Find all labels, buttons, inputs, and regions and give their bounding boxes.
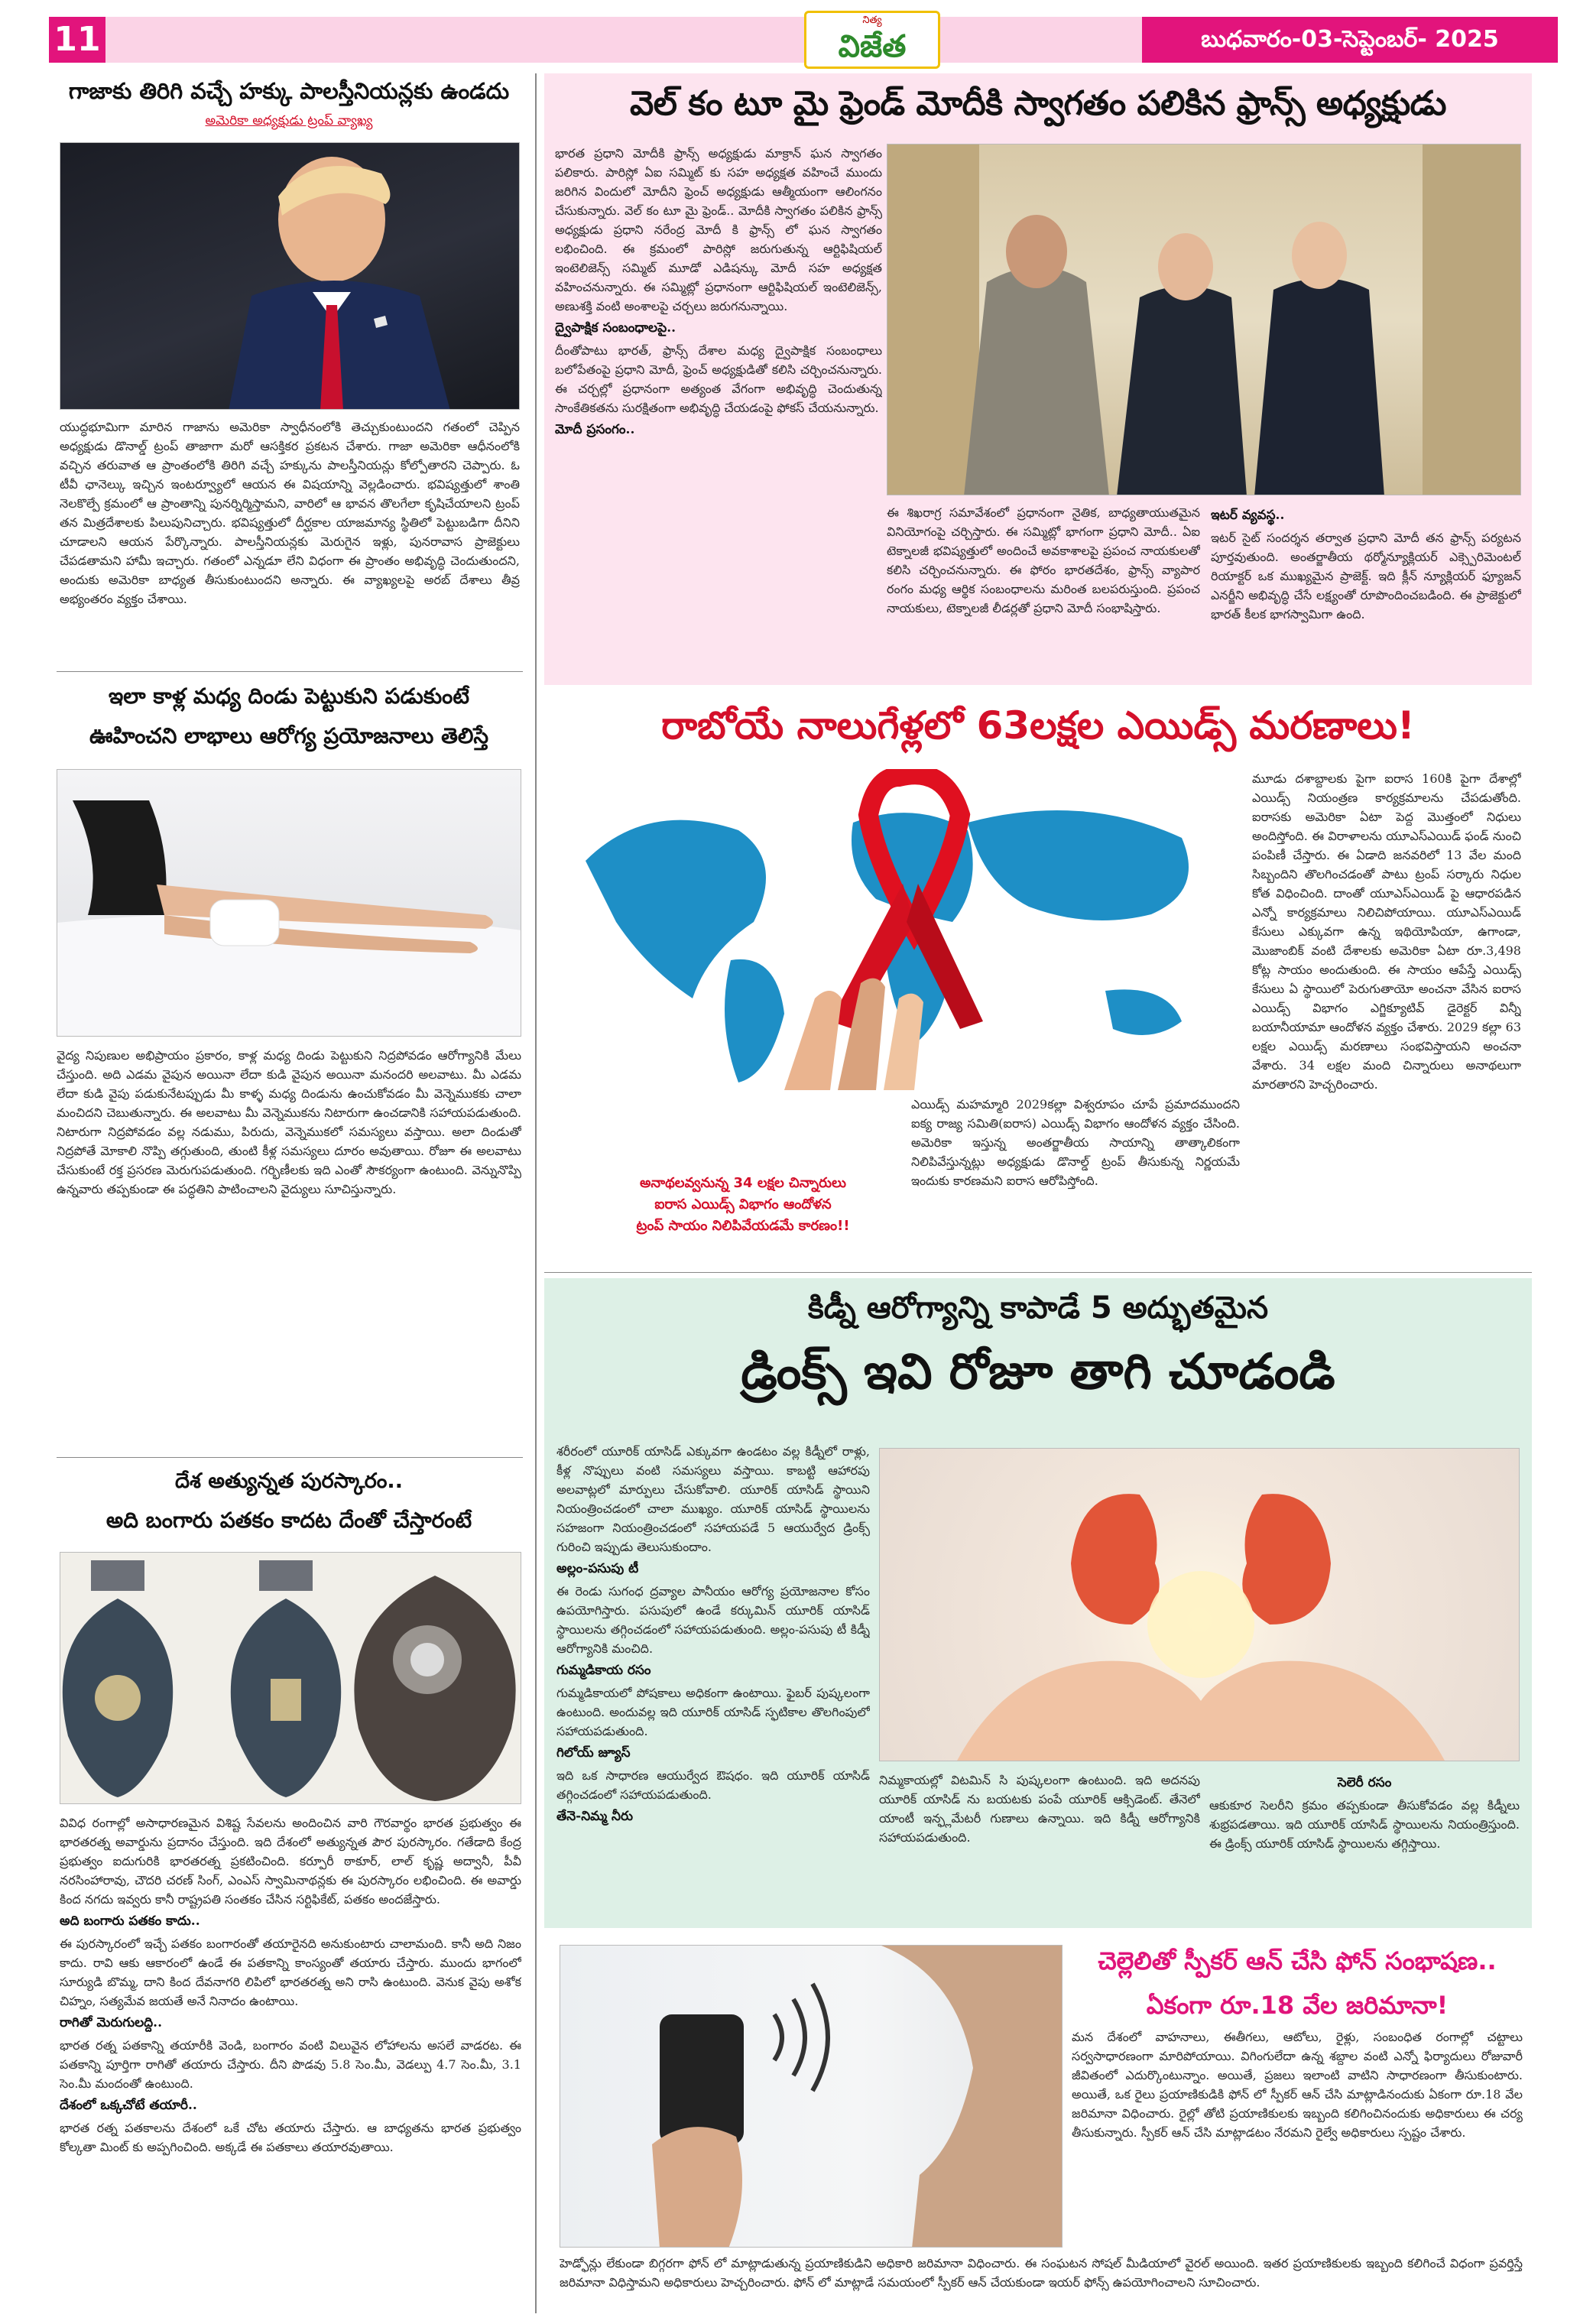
divider xyxy=(57,1457,523,1458)
modi-sub-2: మోదీ ప్రసంగం.. xyxy=(555,422,635,437)
column-divider xyxy=(535,73,537,2313)
phone-article xyxy=(544,1934,1532,2316)
bharat-sub-2: రాగితో మెరుగులద్ది.. xyxy=(60,2015,162,2030)
bharat-body-p3: భారత రత్న పతకాన్ని తయారీకి వెండి, బంగారం వంటి విలువైన లోహాలను అసలే వాడరట. ఈ పతకాన్ని పూర్తిగా రాగితో తయారు చేస్తారు. దీని పొడవు 5.8 సెం.మీ, వెడల్పు 4.7 సెం.మీ, 3.1 సెం.మీ మందంతో ఉంటుంది. xyxy=(60,2038,521,2091)
phone-body-bottom: హెడ్ఫోన్లు లేకుండా బిగ్గరగా ఫోన్ లో మాట్లాడుతున్న ప్రయాణికుడిని అధికారి జరిమానా విధించారు. ఈ సంఘటన సోషల్ మీడియాలో వైరల్ అయింది. ఇతర ప్రయాణికులకు ఇబ్బంది కలిగించే విధంగా ప్రవర్తిస్తే జరిమానా విధిస్తామని అధికారులు హెచ్చరించారు. ఫోన్ లో మాట్లాడే సమయంలో స్పీకర్ ఆన్ చేయకుండా ఇయర్ ఫోన్స్ ఉపయోగించాలని సూచించారు. xyxy=(560,2256,1523,2290)
bharat-ratna-medals-photo xyxy=(60,1552,521,1804)
bharat-body-p2: ఈ పురస్కారంలో ఇచ్చే పతకం బంగారంతో తయారైనది అనుకుంటారు చాలామంది. కానీ అది నిజం కాదు. రావి ఆకు ఆకారంలో ఉండే ఈ పతకాన్ని కాంస్యంతో తయారు చేస్తారు. ముందు భాగంలో సూర్యుడి బొమ్మ, దాని కింద దేవనాగరి లిపిలో భారతరత్న అని రాసి ఉంటుంది. వెనుక వైపు అశోక చిహ్నం, సత్యమేవ జయతే అనే నినాదం ఉంటాయి. xyxy=(60,1936,521,2008)
aids-headline: రాబోయే నాలుగేళ్లలో 63లక్షల ఎయిడ్స్ మరణాలు! xyxy=(661,703,1415,748)
modi-sub-3: ఇటర్ వ్యవస్థ.. xyxy=(1211,508,1285,523)
newspaper-logo[interactable] xyxy=(804,11,940,69)
kidney-body-p1: శరీరంలో యూరిక్ యాసిడ్ ఎక్కువగా ఉండటం వల్ల కిడ్నీలో రాళ్లు, కీళ్ల నొప్పులు వంటి సమస్యలు వస్తాయి. కాబట్టి ఆహారపు అలవాట్లలో మార్పులు చేసుకోవాలి. యూరిక్ యాసిడ్ స్థాయిని నియంత్రించడంలో చాలా ముఖ్యం. యూరిక్ యాసిడ్ స్థాయిలను సహజంగా నియంత్రించడంలో సహాయపడే 5 ఆయుర్వేద డ్రింక్స్ గురించి ఇప్పుడు తెలుసుకుందాం. xyxy=(556,1444,870,1554)
aids-caption-3: ట్రంప్ సాయం నిలిపివేయడమే కారణం!! xyxy=(636,1218,850,1234)
logo-text: విజేత xyxy=(838,29,907,64)
phone-body: మన దేశంలో వాహనాలు, ఈతీగలు, ఆటోలు, రైళ్లు, సంబంధిత రంగాల్లో చట్టాలు సర్వసాధారణంగా మారిపోయాయి. విగింగులేదా ఉన్న శబ్దాల వంటి ఎన్నో ఫిర్యాదులు రోజువారీ జీవితంలో ఎదుర్కొంటున్నాం. అయితే, ప్రజలు ఇలాంటి వాటిని సాధారణంగా తీసుకుంటారు. అయితే, ఒక రైలు ప్రయాణికుడికి ఫోన్ లో స్పీకర్ ఆన్ చేసి మాట్లాడినందుకు ఏకంగా రూ.18 వేల జరిమానా విధించారు. రైల్లో తోటి ప్రయాణికులకు ఇబ్బంది కలిగించినందుకు అధికారులు ఈ చర్య తీసుకున్నారు. స్పీకర్ ఆన్ చేసి మాట్లాడటం నేరమని రైల్వే అధికారులు స్పష్టం చేశారు. xyxy=(1072,2030,1523,2140)
divider xyxy=(544,1272,1532,1273)
kidney-sub-4: తేనె-నిమ్మ నీరు xyxy=(556,1809,633,1824)
modi-body-right xyxy=(1211,503,1521,679)
bharat-body xyxy=(60,1813,521,2312)
bharat-body-p1: వివిధ రంగాల్లో అసాధారణమైన విశిష్ట సేవలను అందించిన వారి గౌరవార్థం భారత ప్రభుత్వం ఈ భారతరత్న అవార్డును ప్రదానం చేస్తుంది. ఇది దేశంలో అత్యున్నత పౌర పురస్కారం. గతేడాది కేంద్ర ప్రభుత్వం ఐదుగురికి భారతరత్న ప్రకటించింది. కర్పూరీ ఠాకూర్, లాల్ కృష్ణ అద్వానీ, పీవీ నరసింహారావు, చౌదరి చరణ్ సింగ్, ఎంఎస్ స్వామినాథన్లకు ఈ పురస్కారం లభించింది. ఈ అవార్డు కింద నగదు ఇవ్వరు కానీ రాష్ట్రపతి సంతకం చేసిన సర్టిఫికేట్, పతకం అందజేస్తారు. xyxy=(60,1816,521,1907)
kidney-body-p6: ఆకుకూర సెలరీని క్రమం తప్పకుండా తీసుకోవడం వల్ల కిడ్నీలు శుభ్రపడతాయి. ఇది యూరిక్ యాసిడ్ స్థాయిలను నియంత్రిస్తుంది. ఈ డ్రింక్స్ యూరిక్ యాసిడ్ స్థాయిలను తగ్గిస్తాయి. xyxy=(1209,1798,1520,1851)
page-number: 11 xyxy=(49,17,105,63)
logo-prefix: నిత్య xyxy=(862,15,882,26)
modi-macron-photo xyxy=(887,144,1521,495)
kidney-sub-5: సెలెరీ రసం xyxy=(1337,1775,1392,1790)
aids-body-right: మూడు దశాబ్దాలకు పైగా ఐరాస 160కి పైగా దేశాల్లో ఎయిడ్స్ నియంత్రణ కార్యక్రమాలను చేపడుతోంది. ఐరాసకు అమెరికా ఏటా పెద్ద మొత్తంలో నిధులు అందిస్తోంది. ఈ విరాళాలను యూఎస్ఎయిడ్ ఫండ్ నుంచి పంపిణీ చేస్తారు. ఈ ఏడాది జనవరిలో 13 వేల మంది సిబ్బందిని తొలగించడంతో పాటు ట్రంప్ సర్కారు నిధుల కోత విధించింది. దాంతో యూఎస్ఎయిడ్ పై ఆధారపడిన ఎన్నో కార్యక్రమాలు నిలిచిపోయాయి. యూఎస్ఎయిడ్ కేసులు ఎక్కువగా ఉన్న ఇథియోపియా, ఉగాండా, మొజాంబిక్ వంటి దేశాలకు అమెరికా ఏటా రూ.3,498 కోట్ల సాయం అందుతుంది. ఈ సాయం ఆపేస్తే ఎయిడ్స్ కేసులు ఏ స్థాయిలో పెరుగుతాయో అంచనా వేసిన ఐరాస ఎయిడ్స్ విభాగం ఎగ్జిక్యూటివ్ డైరెక్టర్ విన్నీ బయానీయామా ఆందోళన వ్యక్తం చేశారు. 2029 కల్లా 63 లక్షల ఎయిడ్స్ మరణాలు సంభవిస్తాయని అంచనా వేశారు. 34 లక్షల మంది చిన్నారులు అనాథలుగా మారతారని హెచ్చరించారు. xyxy=(1252,771,1521,1092)
modi-body-p2: దీంతోపాటు భారత్, ఫ్రాన్స్ దేశాల మధ్య ద్వైపాక్షిక సంబంధాలు బలోపేతంపై ప్రధాని మోదీ, ఫ్రెంచ్ అధ్యక్షుడితో కలిసి చర్చించనున్నారు. ఈ చర్చల్లో ప్రధానంగా అత్యంత వేగంగా అభివృద్ధి చెందుతున్న సాంకేతికతను సురక్షితంగా అభివృద్ధి చేయడంపై ఫోకస్ చేయనున్నారు. xyxy=(555,343,882,415)
bharat-body-p4: భారత రత్న పతకాలను దేశంలో ఒకే చోట తయారు చేస్తారు. ఆ బాధ్యతను భారత ప్రభుత్వం కోల్కతా మింట్ కు అప్పగించింది. అక్కడే ఈ పతకాలు తయారవుతాయి. xyxy=(60,2121,521,2154)
sleep-headline-2: ఊహించని లాభాలు ఆరోగ్య ప్రయోజనాలు తెలిస్తే xyxy=(89,723,489,748)
masthead-band xyxy=(105,17,1142,63)
modi-body-p1: భారత ప్రధాని మోదీకి ఫ్రాన్స్ అధ్యక్షుడు మాక్రాన్ ఘన స్వాగతం పలికారు. పారిస్లో ఏఐ సమ్మిట్ కు సహ అధ్యక్షత వహించే ముందు జరిగిన విందులో మోదీని ఫ్రెంచ్ అధ్యక్షుడు ఆత్మీయంగా ఆలింగనం చేసుకున్నారు. వెల్ కం టూ మై ఫ్రెండ్.. మోదీకి స్వాగతం పలికిన ఫ్రాన్స్ అధ్యక్షుడు ప్రధాని నరేంద్ర మోదీ కి ఫ్రాన్స్ లో ఘన స్వాగతం లభించింది. ఈ క్రమంలో పారిస్లో జరుగుతున్న ఆర్టిఫిషియల్ ఇంటెలిజెన్స్ సమ్మిట్ మూడో ఎడిషన్కు మోదీ సహ అధ్యక్షత వహించనున్నారు. ఈ సమ్మిట్లో ప్రధానంగా ఆర్టిఫిషియల్ ఇంటెలిజెన్స్, అణుశక్తి వంటి అంశాలపై చర్చలు జరుగనున్నాయి. xyxy=(555,146,882,313)
kidney-sub-3: గిలోయ్ జ్యూస్ xyxy=(556,1745,631,1761)
phone-call-photo xyxy=(560,1945,1063,2248)
gaza-subtitle: అమెరికా అధ్యక్షుడు ట్రంప్ వ్యాఖ్య xyxy=(205,113,373,128)
gaza-headline: గాజాకు తిరిగి వచ్చే హక్కు పాలస్తీనియన్లకు ఉండదు xyxy=(68,78,510,104)
kidney-hands-photo xyxy=(879,1448,1520,1761)
modi-article xyxy=(544,73,1532,685)
kidney-body-p2: ఈ రెండు సుగంధ ద్రవ్యాల పానీయం ఆరోగ్య ప్రయోజనాల కోసం ఉపయోగిస్తారు. పసుపులో ఉండే కర్కుమిన్ యూరిక్ యాసిడ్ స్థాయిలను తగ్గించడంలో సహాయపడుతుంది. అల్లం-పసుపు టీ కిడ్నీ ఆరోగ్యానికి మంచిది. xyxy=(556,1584,870,1656)
modi-body-left xyxy=(555,144,882,572)
kidney-headline-1: కిడ్నీ ఆరోగ్యాన్ని కాపాడే 5 అద్భుతమైన xyxy=(807,1290,1269,1326)
dateline: బుధవారం-03-సెప్టెంబర్- 2025 xyxy=(1142,17,1558,63)
sleep-photo xyxy=(57,769,521,1037)
gaza-body: యుద్ధభూమిగా మారిన గాజాను అమెరికా స్వాధీనంలోకి తెచ్చుకుంటుందని గతంలో చెప్పిన అధ్యక్షుడు డొనాల్డ్ ట్రంప్ తాజాగా మరో ఆసక్తికర ప్రకటన చేశారు. గాజా అమెరికా ఆధీనంలోకి వచ్చిన తరువాత ఆ ప్రాంతంలోకి తిరిగి వచ్చే హక్కును పాలస్తీనియన్లు కోల్పోతారని చెప్పారు. ఓ టీవీ ఛానెల్కు ఇచ్చిన ఇంటర్వ్యూలో ఆయన ఈ విషయాన్ని వెల్లడించారు. భవిష్యత్తులో శాంతి నెలకొల్పే క్రమంలో ఆ ప్రాంతాన్ని పునర్నిర్మిస్తామని, వారిలో ఆ భావన తొలగేలా కృషిచేయాలని ట్రంప్ తన మిత్రదేశాలకు పిలుపునిచ్చారు. భవిష్యత్తులో దీర్ఘకాల యాజమాన్య స్థితిలో పెట్టుబడిగా దీనిని చూడాలని ఆయన పేర్కొన్నారు. పాలస్తీనియన్లకు మెరుగైన ఇళ్లు, పునరావాస ప్రాజెక్టులు చేపడతామని హామీ ఇచ్చారు. గతంలో ఎన్నడూ లేని విధంగా ఈ ప్రాంతం అభివృద్ధి చెందుతుందని, అందుకు అమెరికా బాధ్యత తీసుకుంటుందని అన్నారు. ఈ వ్యాఖ్యలపై అరబ్ దేశాలు తీవ్ర అభ్యంతరం వ్యక్తం చేశాయి. xyxy=(60,420,520,606)
kidney-article xyxy=(544,1278,1532,1928)
bharat-headline-2: అది బంగారు పతకం కాదట దేంతో చేస్తారంటే xyxy=(105,1508,472,1533)
sleep-body: వైద్య నిపుణుల అభిప్రాయం ప్రకారం, కాళ్ల మధ్య దిండు పెట్టుకుని నిద్రపోవడం ఆరోగ్యానికి మేలు చేస్తుంది. అది ఎడమ వైపున అయినా లేదా కుడి వైపున అయినా మనందరి అలవాటు. మీ ఎడమ లేదా కుడి వైపు పడుకునేటప్పుడు మీ కాళ్ళ మధ్య దిండును ఉంచుకోవడం మీ వెన్నెముకకు చాలా మంచిదని చెబుతున్నారు. ఈ అలవాటు మీ వెన్నెముకను నిటారుగా ఉంచడానికి సహాయపడుతుంది. నిటారుగా నిద్రపోవడం వల్ల నడుము, పిరుదు, వెన్నెముకలో సమస్యలు వస్తాయి. అలా దిండుతో నిద్రపోతే మోకాలి నొప్పి తగ్గుతుంది, తుంటి కీళ్ల సమస్యలు దూరం అవుతాయి. రోజూ ఈ అలవాటు చేసుకుంటే రక్త ప్రసరణ మెరుగుపడుతుంది. గర్భిణీలకు ఇది ఎంతో సౌకర్యంగా ఉంటుంది. వెన్నునొప్పి ఉన్నవారు తప్పకుండా ఈ పద్ధతిని పాటించాలని వైద్యులు సూచిస్తున్నారు. xyxy=(57,1048,521,1196)
kidney-body-left xyxy=(556,1442,870,1923)
kidney-body-p4: ఇది ఒక సాధారణ ఆయుర్వేద ఔషధం. ఇది యూరిక్ యాసిడ్ తగ్గించడంలో సహాయపడుతుంది. xyxy=(556,1768,870,1802)
gaza-article xyxy=(49,73,529,670)
kidney-body-right-2 xyxy=(1209,1771,1520,1923)
modi-sub-1: ద్వైపాక్షిక సంబంధాలపై.. xyxy=(555,320,676,336)
trump-photo xyxy=(60,142,520,410)
phone-headline-1: చెల్లెలితో స్పీకర్ ఆన్ చేసి ఫోన్ సంభాషణ.. xyxy=(1098,1946,1497,1975)
aids-article xyxy=(544,693,1532,1266)
bharat-headline-1: దేశ అత్యున్నత పురస్కారం.. xyxy=(175,1469,403,1493)
kidney-body-right: నిమ్మకాయల్లో విటమిన్ సి పుష్కలంగా ఉంటుంది. ఇది అదనపు యూరిక్ యాసిడ్ ను బయటకు పంపే యూరిక్ ఆక్సిడెంట్. తేనెలో యాంటీ ఇన్ఫ్లమేటరీ గుణాలు ఉన్నాయి. ఇది కిడ్నీ ఆరోగ్యానికి సహాయపడుతుంది. xyxy=(879,1773,1200,1845)
sleep-article xyxy=(49,676,529,1456)
sleep-headline-1: ఇలా కాళ్ల మధ్య దిండు పెట్టుకుని పడుకుంటే xyxy=(109,683,469,709)
modi-body-mid: ఈ శిఖరాగ్ర సమావేశంలో ప్రధానంగా నైతిక, బాధ్యతాయుతమైన వినియోగంపై చర్చిస్తారు. ఈ సమ్మిట్లో భాగంగా ప్రధాని మోదీ.. ఏఐ టెక్నాలజీ భవిష్యత్తులో అందించే అవకాశాలపై ప్రపంచ నాయకులతో కలిసి చర్చించనున్నారు. ఈ ఫోరం భారతదేశం, ఫ్రాన్స్ వ్యాపార రంగం మధ్య ఆర్థిక సంబంధాలను మరింత బలపరుస్తుంది. ప్రపంచ నాయకులు, టెక్నాలజీ లీడర్లతో ప్రధాని మోదీ సంభాషిస్తారు. xyxy=(887,505,1200,615)
phone-headline-2: ఏకంగా రూ.18 వేల జరిమానా! xyxy=(1146,1991,1449,2020)
kidney-headline-2: డ్రింక్స్ ఇవి రోజూ తాగి చూడండి xyxy=(741,1344,1335,1401)
modi-body-p4: ఇటర్ సైట్ సందర్శన తర్వాత ప్రధాని మోదీ తన ఫ్రాన్స్ పర్యటన పూర్తవుతుంది. అంతర్జాతీయ థర్మోన్యూక్లియర్ ఎక్స్పెరిమెంటల్ రియాక్టర్ ఒక ముఖ్యమైన ప్రాజెక్ట్. ఇది క్లీన్ న్యూక్లియర్ ఫ్యూజన్ ఎనర్జీని అభివృద్ధి చేసే లక్ష్యంతో రూపొందించబడింది. ఈ ప్రాజెక్టులో భారత్ కీలక భాగస్వామిగా ఉంది. xyxy=(1211,531,1521,622)
kidney-body-p3: గుమ్మడికాయలో పోషకాలు అధికంగా ఉంటాయి. ఫైబర్ పుష్కలంగా ఉంటుంది. అందువల్ల ఇది యూరిక్ యాసిడ్ స్ఫటికాల తొలగింపులో సహాయపడుతుంది. xyxy=(556,1686,870,1738)
aids-world-map-illustration xyxy=(555,769,1243,1090)
modi-headline: వెల్ కం టూ మై ఫ్రెండ్ మోదీకి స్వాగతం పలికిన ఫ్రాన్స్ అధ్యక్షుడు xyxy=(630,84,1446,123)
bharat-sub-3: దేశంలో ఒక్కచోటే తయారీ.. xyxy=(60,2098,197,2113)
aids-caption-2: ఐరాస ఎయిడ్స్ విభాగం ఆందోళన xyxy=(654,1196,832,1212)
divider xyxy=(57,671,523,672)
aids-caption xyxy=(590,1173,896,1237)
bharat-ratna-article xyxy=(49,1462,529,2316)
kidney-sub-2: గుమ్మడికాయ రసం xyxy=(556,1663,651,1678)
aids-caption-1: అనాథలవ్వనున్న 34 లక్షల చిన్నారులు xyxy=(640,1175,846,1191)
kidney-sub-1: అల్లం-పసుపు టీ xyxy=(556,1561,639,1576)
aids-body-bottom: ఎయిడ్స్ మహమ్మారి 2029కల్లా విశ్వరూపం చూపే ప్రమాదముందని ఐక్య రాజ్య సమితి(ఐరాస) ఎయిడ్స్ విభాగం ఆందోళన వ్యక్తం చేసింది. అమెరికా ఇస్తున్న అంతర్జాతీయ సాయాన్ని తాత్కాలికంగా నిలిపివేస్తున్నట్లు అధ్యక్షుడు డొనాల్డ్ ట్రంప్ తీసుకున్న నిర్ణయమే ఇందుకు కారణమని ఐరాస ఆరోపిస్తోంది. xyxy=(911,1097,1240,1188)
bharat-sub-1: అది బంగారు పతకం కాదు.. xyxy=(60,1913,200,1929)
